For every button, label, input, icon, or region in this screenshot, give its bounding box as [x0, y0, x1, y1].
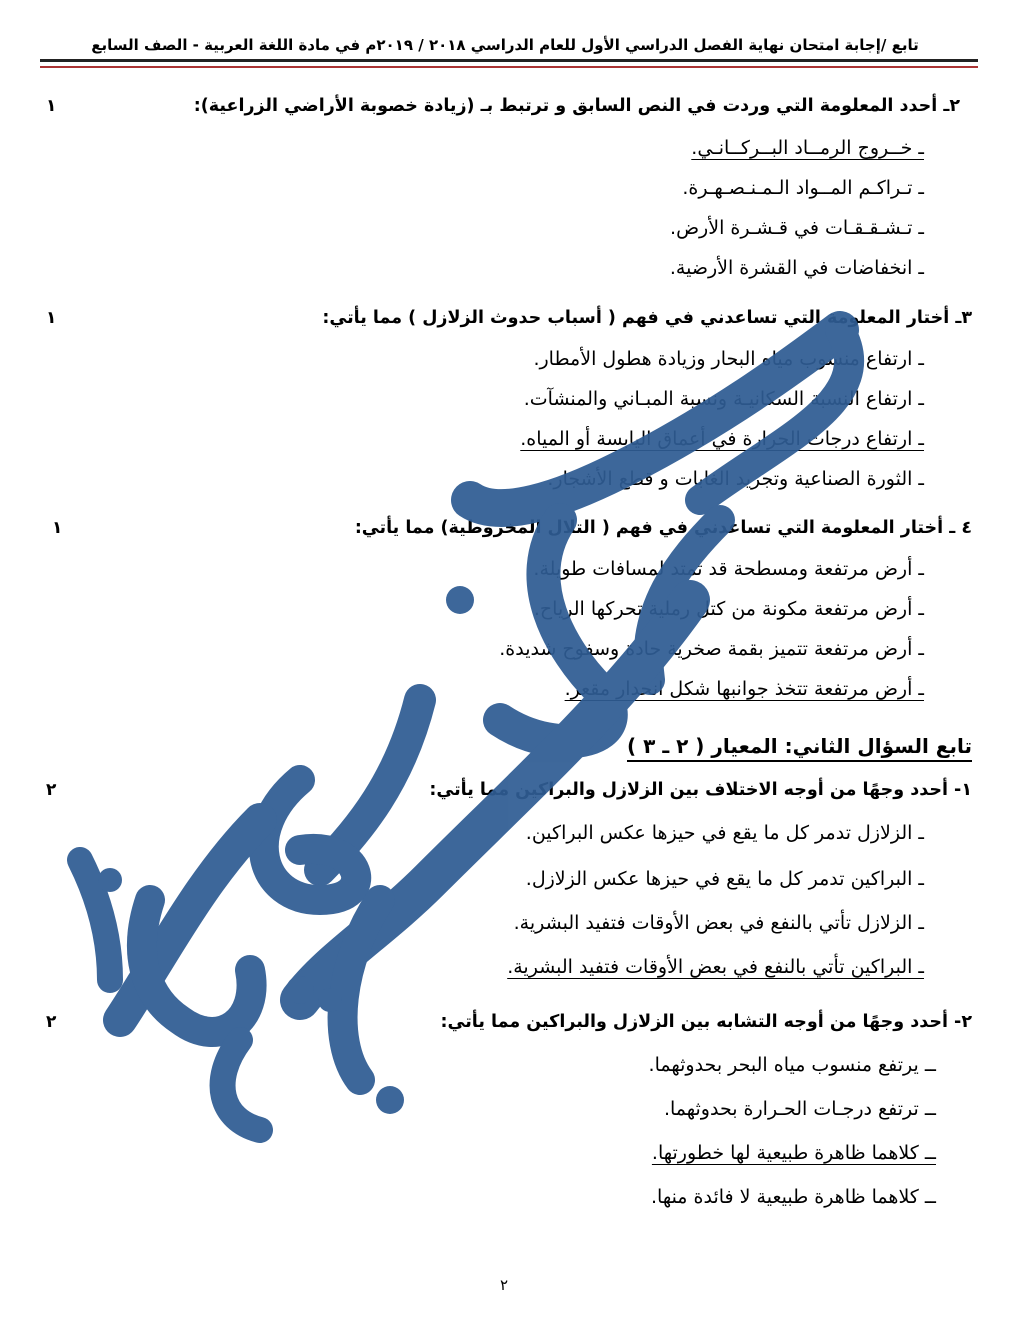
answer-option: ـ تـشـقـقـات في قـشـرة الأرض. — [670, 217, 924, 239]
answer-option: ـ انخفاضات في القشرة الأرضية. — [669, 257, 924, 279]
answer-option: ــ يرتفع منسوب مياه البحر بحدوثهما. — [648, 1054, 936, 1076]
answer-option: ـ ارتفاع منسوب مياه البحار وزيادة هطول الأمطار. — [533, 348, 924, 370]
question-mark: ١ — [46, 96, 57, 116]
answer-option: ـ أرض مرتفعة ومسطحة قد تمتد لمسافات طويلة. — [533, 558, 924, 580]
answer-option: ـ تـراكـم المــواد الـمـنـصـهـرة. — [682, 177, 924, 199]
answer-option: ــ ترتفع درجـات الحـرارة بحدوثهما. — [663, 1098, 936, 1120]
answer-option: ـ الثورة الصناعية وتجريد الغابات و قطع الأشجار. — [547, 468, 924, 490]
answer-option-correct: ـ خــروج الرمــاد البــركــانـي. — [691, 137, 924, 159]
question-title: ١- أحدد وجهًا من أوجه الاختلاف بين الزلازل والبراكين مما يأتي: — [429, 780, 972, 800]
answer-option: ـ أرض مرتفعة مكونة من كتل رملية تحركها الرياح. — [533, 598, 924, 620]
page-header: تابع /إجابة امتحان نهاية الفصل الدراسي الأول للعام الدراسي ٢٠١٨ / ٢٠١٩م في مادة اللغة العربية - الصف السابع — [91, 36, 919, 54]
question-mark: ١ — [52, 518, 63, 538]
section-title: تابع السؤال الثاني: المعيار ( ٢ ـ ٣ ) — [627, 734, 972, 762]
header-rule — [40, 59, 978, 62]
answer-option-correct: ـ أرض مرتفعة تتخذ جوانبها شكل انحدار مقعر. — [564, 678, 924, 700]
question-mark: ٢ — [46, 1012, 57, 1032]
answer-option: ـ الزلازل تأتي بالنفع في بعض الأوقات فتفيد البشرية. — [513, 912, 924, 934]
question-mark: ٢ — [46, 780, 57, 800]
question-title: ٢- أحدد وجهًا من أوجه التشابه بين الزلازل والبراكين مما يأتي: — [440, 1012, 972, 1032]
answer-option-correct: ـ البراكين تأتي بالنفع في بعض الأوقات فتفيد البشرية. — [507, 956, 924, 978]
answer-option: ــ كلاهما ظاهرة طبيعية لا فائدة منها. — [650, 1186, 936, 1208]
question-title: ٢ـ أحدد المعلومة التي وردت في النص السابق و ترتبط بـ (زيادة خصوبة الأراضي الزراعية): — [193, 96, 960, 116]
question-title: ٤ ـ أختار المعلومة التي تساعدني في فهم ( التلال المخروطية) مما يأتي: — [354, 518, 972, 538]
answer-option-correct: ـ ارتفاع درجات الحرارة في أعماق اليابسة أو المياه. — [520, 428, 924, 450]
header-rule-thin — [40, 66, 978, 68]
question-title: ٣ـ أختار المعلومة التي تساعدني في فهم ( أسباب حدوث الزلازل ) مما يأتي: — [322, 308, 972, 328]
answer-option-correct: ــ كلاهما ظاهرة طبيعية لها خطورتها. — [651, 1142, 936, 1164]
answer-option: ـ البراكين تدمر كل ما يقع في حيزها عكس الزلازل. — [525, 868, 924, 890]
answer-option: ـ أرض مرتفعة تتميز بقمة صخرية حادة وسفوح شديدة. — [499, 638, 924, 660]
answer-option: ـ الزلازل تدمر كل ما يقع في حيزها عكس البراكين. — [525, 822, 924, 844]
question-mark: ١ — [46, 308, 57, 328]
answer-option: ـ ارتفاع النسبة السكانيـة ونسبة المبـاني والمنشآت. — [523, 388, 924, 410]
page-number: ٢ — [500, 1276, 509, 1294]
